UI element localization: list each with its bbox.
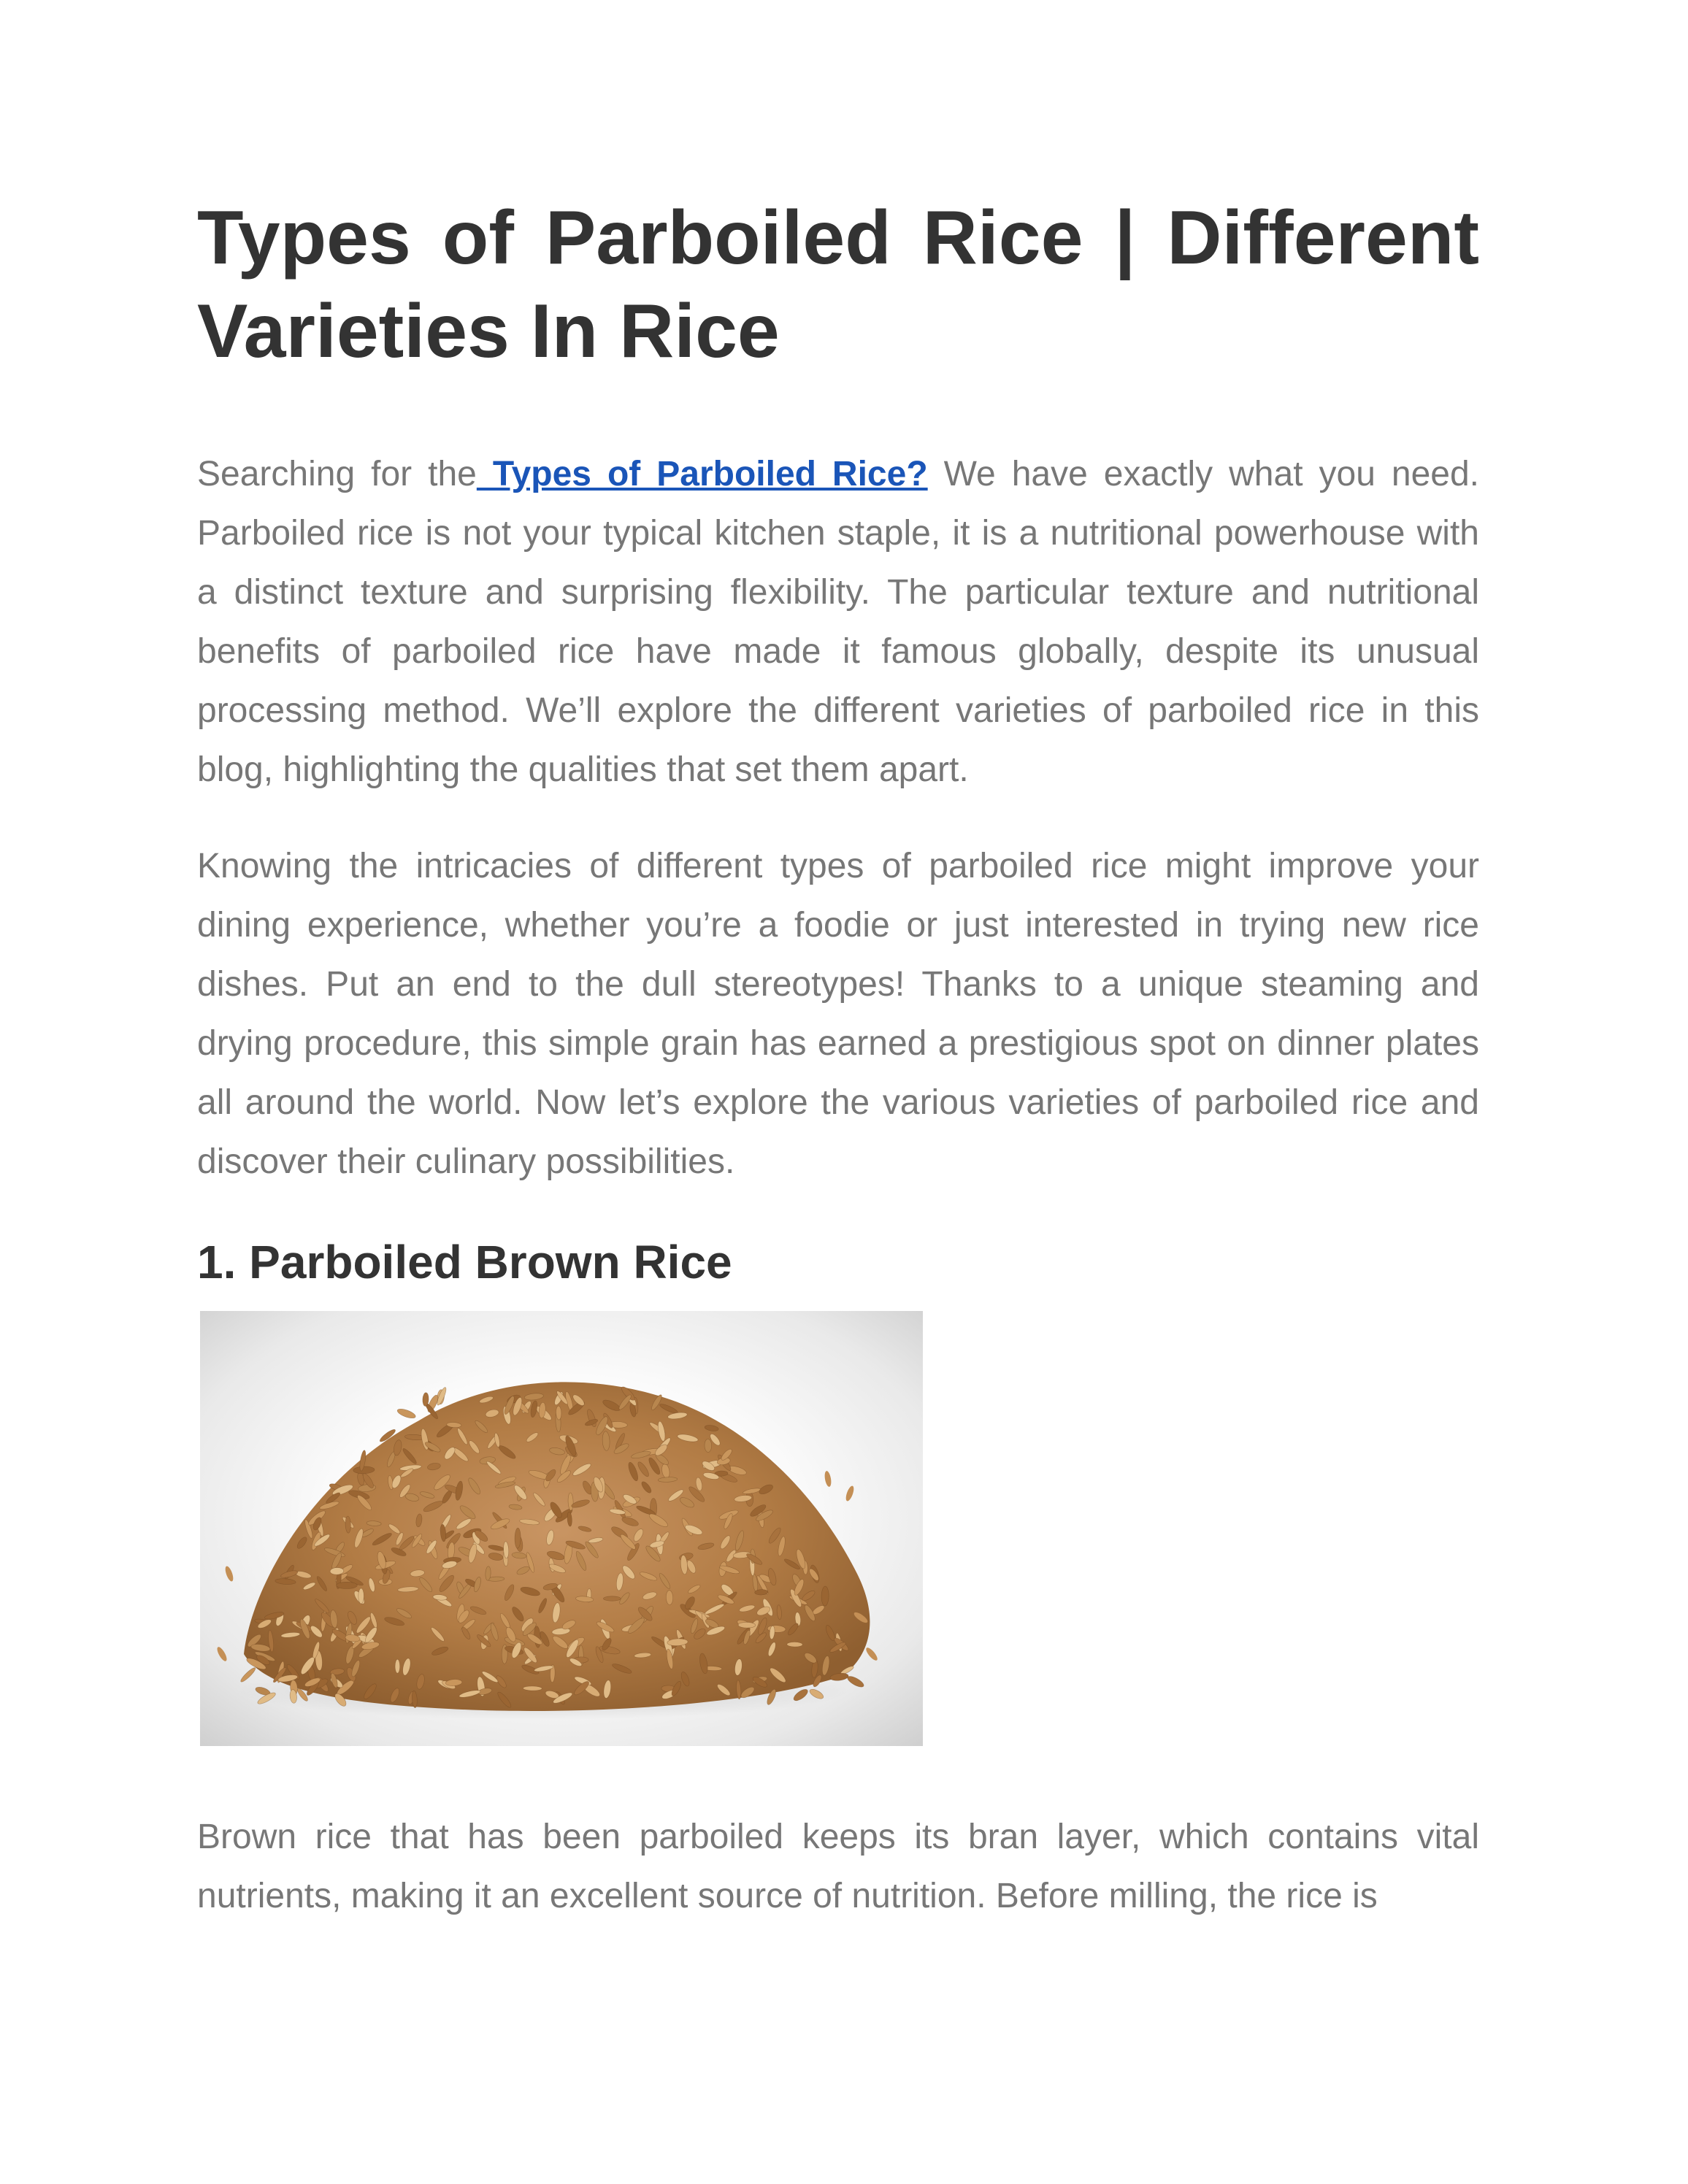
rice-pile-illustration — [200, 1311, 923, 1746]
page-title: Types of Parboiled Rice | Different Varieties In Rice — [197, 196, 1479, 374]
rice-grain — [846, 1674, 865, 1689]
rice-grain — [787, 1642, 803, 1647]
rice-grain — [705, 1439, 712, 1452]
section-heading-parboiled-brown-rice: 1. Parboiled Brown Rice — [197, 1236, 732, 1288]
types-of-parboiled-rice-link[interactable]: Types of Parboiled Rice? — [476, 455, 928, 493]
loose-rice-grain — [844, 1485, 855, 1502]
loose-rice-grain — [864, 1646, 879, 1662]
intro-text-before-link: Searching for the — [197, 455, 477, 493]
rice-grain — [396, 1407, 417, 1420]
rice-grain — [395, 1659, 400, 1673]
rice-grain — [515, 1528, 521, 1548]
brown-rice-description: Brown rice that has been parboiled keeps its bran layer, which contains vital nutrients, making it an excellent source of nutrition. Before milling, the rice is — [197, 1818, 1479, 1915]
intro-paragraph-2: Knowing the intricacies of different types of parboiled rice might improve your dining experience, whether you’re a foodie or just interested in trying new rice dishes. Put an end to the dull stereotypes! Thanks to a unique steaming and drying procedure, this simple grain has earned a prestigious spot on dinner plates all around the world. Now let’s explore the various varieties of parboiled rice and discover their culinary possibilities. — [197, 847, 1479, 1181]
loose-rice-grain — [215, 1645, 229, 1662]
intro-paragraph-1 — [197, 445, 1479, 799]
rice-grain — [603, 1596, 621, 1601]
rice-grain — [523, 1686, 542, 1691]
rice-grain — [337, 1582, 358, 1588]
document-page — [197, 191, 1479, 1926]
rice-grain — [821, 1586, 829, 1606]
rice-grain — [738, 1622, 756, 1628]
intro-text-after-link: We have exactly what you need. Parboiled rice is not your typical kitchen staple, it is a nutritional powerhouse with a distinct texture and surprising flexibility. The particular texture and nutritional benefits of parboiled rice have made it famous globally, despite its unusual processing method. We’ll explore the different varieties of parboiled rice in this blog, highlighting the qualities that set them apart. — [197, 455, 1479, 789]
loose-rice-grain — [824, 1470, 832, 1487]
loose-rice-grain — [223, 1565, 234, 1582]
parboiled-brown-rice-image — [200, 1311, 923, 1746]
rice-grain — [358, 1588, 364, 1604]
